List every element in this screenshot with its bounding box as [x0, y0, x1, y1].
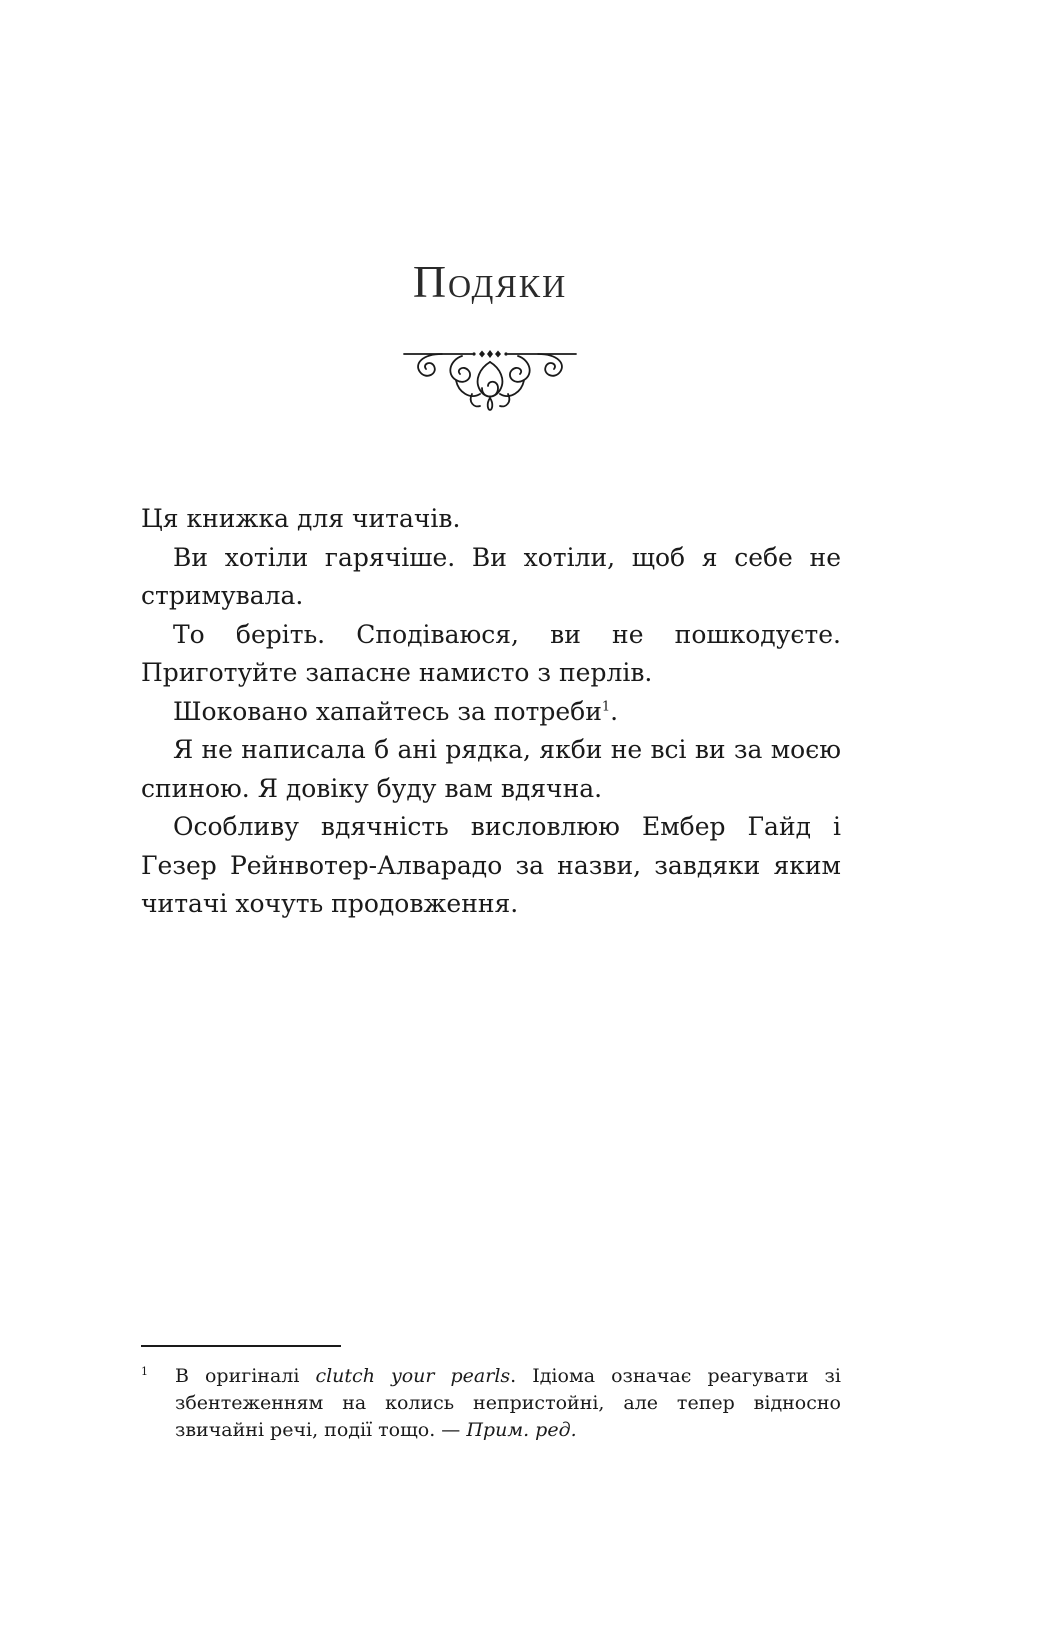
paragraph-2: Ви хотіли гарячіше. Ви хотіли, щоб я себе не стримувала. — [141, 542, 841, 610]
footnote-editor-note: Прим. ред. — [466, 1419, 577, 1441]
paragraph-3: То беріть. Сподіваюся, ви не пошкодуєте. Приготуйте запасне намисто з перлів. — [141, 619, 841, 687]
paragraph-6: Особливу вдячність висловлюю Ембер Гайд і Гезер Рейнвотер-Алварадо за назви, завдяки яким читачі хочуть продовження. — [141, 812, 841, 918]
acknowledgements-text — [141, 500, 841, 924]
page-title: Подяки — [412, 256, 568, 307]
footnote-divider — [141, 1345, 341, 1347]
footnote-marker: 1 — [141, 1365, 148, 1378]
footnote-reference[interactable]: 1 — [601, 699, 611, 715]
footnote — [141, 1363, 841, 1444]
paragraph-4 — [141, 693, 841, 732]
paragraph-4-text: Шоковано хапайтесь за потреби — [173, 696, 602, 726]
footnote-original-phrase: clutch your pearls — [315, 1365, 511, 1387]
paragraph-5: Я не написала б ані рядка, якби не всі ви за моєю спиною. Я довіку буду вам вдячна. — [141, 735, 841, 803]
footnote-text — [141, 1363, 841, 1444]
ornament-flourish-icon — [402, 350, 578, 412]
footnote-part-1: В оригіналі — [175, 1365, 316, 1387]
footnote-part-2: . Ідіома означає реагувати зі збентеженням на колись непристойні, але тепер відносно звичайні речі, події тощо. — — [175, 1365, 841, 1441]
paragraph-1: Ця книжка для читачів. — [141, 504, 461, 533]
paragraph-4-end: . — [610, 696, 619, 726]
